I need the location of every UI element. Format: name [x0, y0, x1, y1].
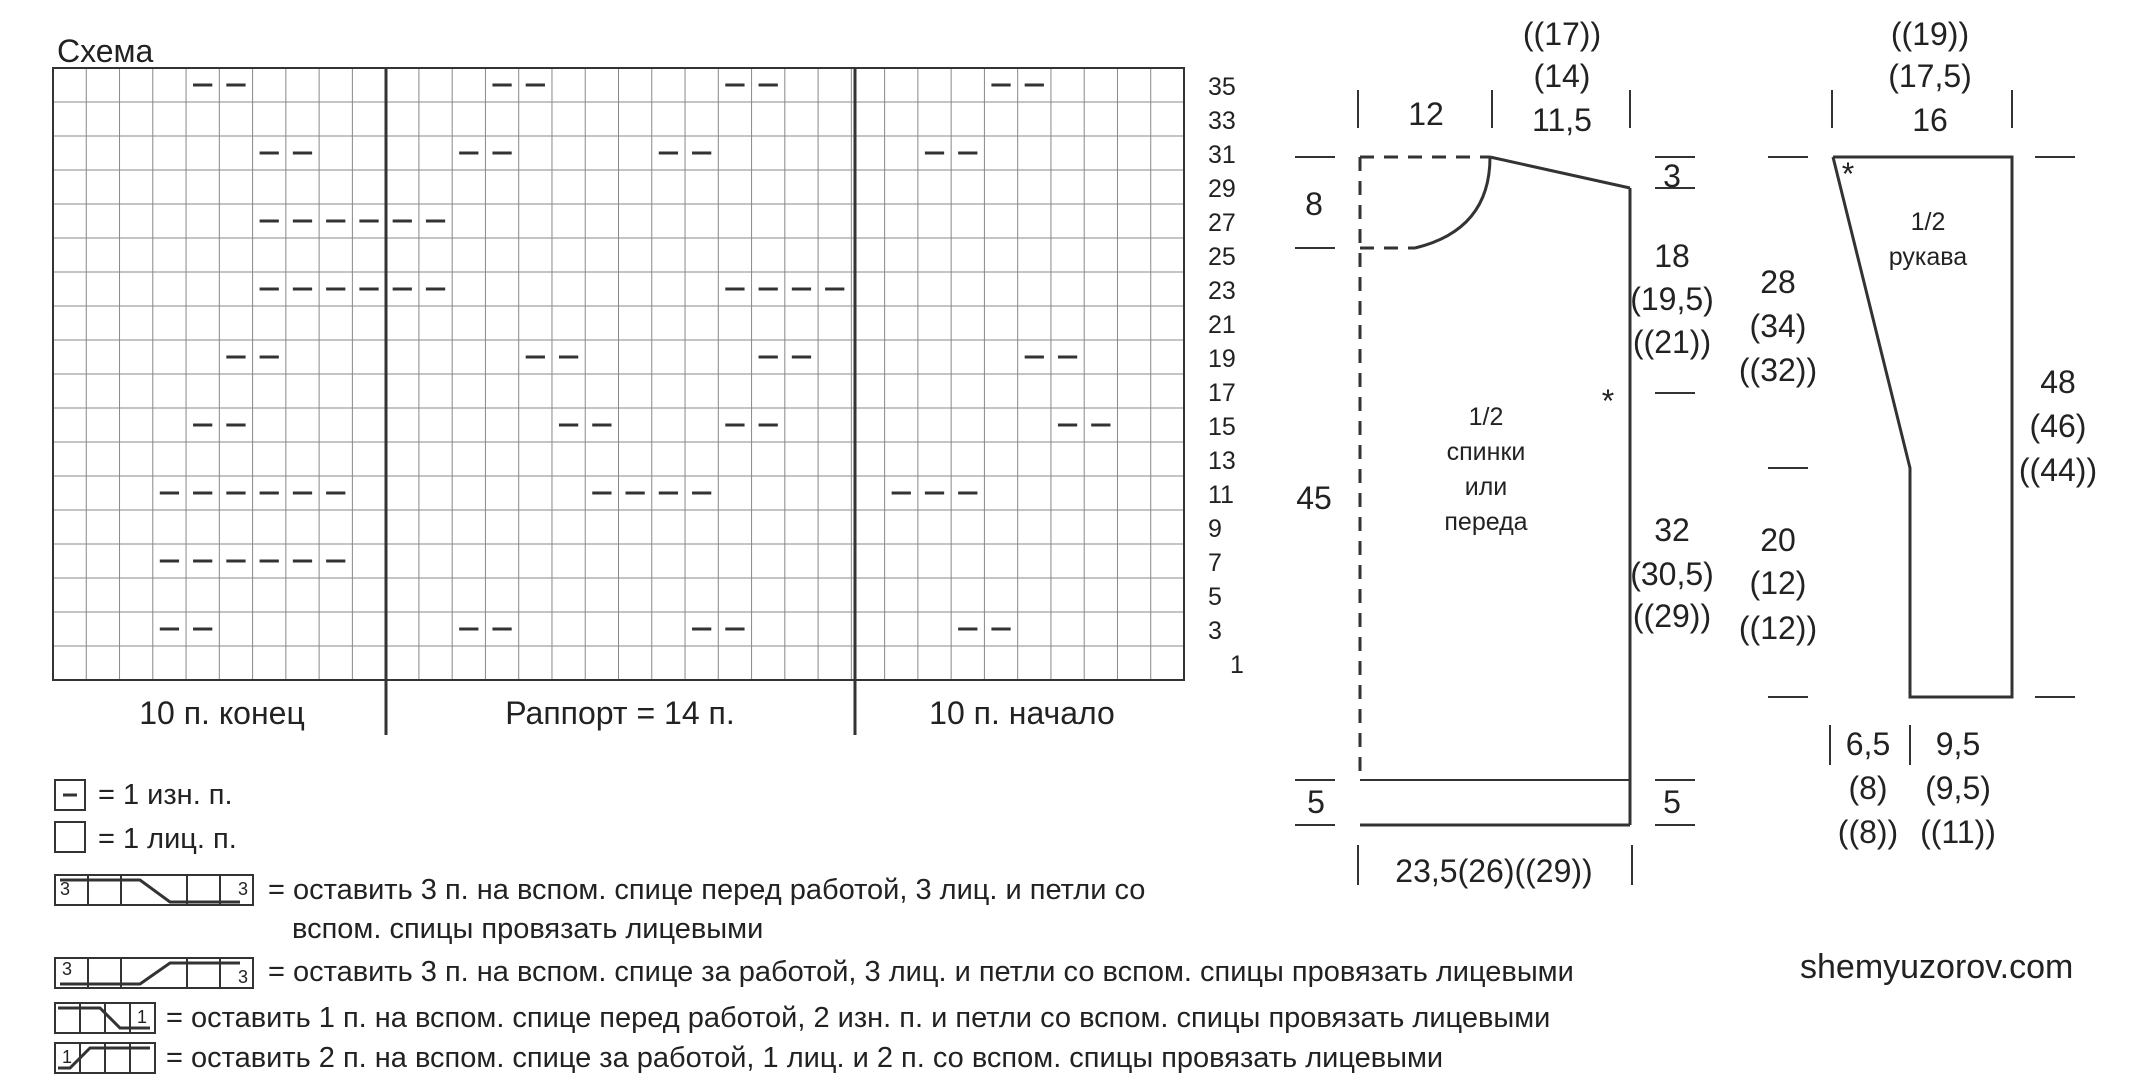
legend-cable3-back-num-left: 3	[62, 959, 73, 979]
section-end-label: 10 п. конец	[139, 695, 305, 731]
row-number: 29	[1208, 175, 1236, 203]
body-label-1: 1/2	[1468, 403, 1504, 431]
body-rib-left: 5	[1307, 784, 1325, 820]
sleeve-star: *	[1841, 156, 1855, 192]
section-start-label: 10 п. начало	[929, 695, 1115, 731]
row-number: 23	[1208, 277, 1236, 305]
row-number: 13	[1208, 447, 1236, 475]
sleeve-bottom-right-2: (9,5)	[1925, 770, 1991, 806]
sleeve-top-3: 16	[1912, 102, 1948, 138]
body-side-3: ((29))	[1632, 598, 1712, 634]
sleeve-right-1: 48	[2040, 364, 2076, 400]
legend-cross2-num: 1	[62, 1047, 73, 1067]
sleeve-lower-3: ((12))	[1738, 610, 1818, 646]
sleeve-bottom-left-1: 6,5	[1845, 726, 1891, 762]
row-number: 1	[1230, 651, 1244, 679]
row-number: 33	[1208, 107, 1236, 135]
row-number: 17	[1208, 379, 1236, 407]
legend-purl-text: = 1 изн. п.	[98, 779, 233, 811]
legend-knit-text: = 1 лиц. п.	[98, 823, 237, 855]
row-number: 7	[1208, 549, 1222, 577]
body-star: *	[1601, 383, 1615, 419]
body-side-1: 32	[1654, 512, 1690, 548]
sleeve-right-2: (46)	[2029, 408, 2087, 444]
row-number: 27	[1208, 209, 1236, 237]
legend-cross2-back-text: = оставить 2 п. на вспом. спице за работой, 1 лиц. и 2 п. со вспом. спицы провязать лицевыми	[166, 1042, 1444, 1074]
legend-cable3-back-num-right: 3	[238, 967, 249, 987]
body-rib-right: 5	[1663, 784, 1681, 820]
sleeve-upper-3: ((32))	[1738, 352, 1818, 388]
body-armhole-3: ((21))	[1632, 324, 1712, 360]
section-repeat-label: Раппорт = 14 п.	[505, 695, 735, 731]
body-neck-depth: 8	[1305, 186, 1323, 222]
sleeve-label-1: 1/2	[1910, 208, 1946, 236]
body-width: 23,5(26)((29))	[1395, 853, 1593, 889]
sleeve-top-1: ((19))	[1890, 16, 1970, 52]
body-shoulder-width: 12	[1408, 96, 1444, 132]
row-number: 5	[1208, 583, 1222, 611]
body-side-2: (30,5)	[1630, 556, 1714, 592]
body-shoulder-drop: 3	[1663, 158, 1681, 194]
legend-cross1-front-text: = оставить 1 п. на вспом. спице перед работой, 2 изн. п. и петли со вспом. спицы провязать лицевыми	[166, 1002, 1551, 1034]
sleeve-lower-2: (12)	[1749, 565, 1807, 601]
legend-cable3-front-text-cont: вспом. спицы провязать лицевыми	[292, 913, 764, 945]
body-label-3: или	[1464, 473, 1508, 501]
body-neck-width-2: (14)	[1533, 58, 1591, 94]
legend-cable3-front-num-left: 3	[60, 879, 71, 899]
body-neck-width-1: ((17))	[1522, 16, 1602, 52]
sleeve-bottom-left-3: ((8))	[1837, 814, 1899, 850]
sleeve-upper-2: (34)	[1749, 308, 1807, 344]
row-number: 31	[1208, 141, 1236, 169]
row-number: 11	[1208, 481, 1234, 509]
chart-title: Схема	[57, 33, 154, 69]
body-label-2: спинки	[1446, 438, 1526, 466]
row-number: 15	[1208, 413, 1236, 441]
row-number: 25	[1208, 243, 1236, 271]
legend-cable3-back-text: = оставить 3 п. на вспом. спице за работой, 3 лиц. и петли со вспом. спицы провязать лицевыми	[268, 956, 1574, 988]
row-number: 9	[1208, 515, 1222, 543]
sleeve-upper-1: 28	[1760, 264, 1796, 300]
sleeve-bottom-right-3: ((11))	[1920, 814, 1996, 850]
body-label-4: переда	[1444, 508, 1528, 536]
watermark: shemyuzorov.com	[1800, 948, 2074, 986]
body-armhole-2: (19,5)	[1630, 281, 1714, 317]
row-number: 21	[1208, 311, 1236, 339]
row-number: 35	[1208, 73, 1236, 101]
sleeve-label-2: рукава	[1888, 243, 1968, 271]
sleeve-bottom-right-1: 9,5	[1935, 726, 1981, 762]
sleeve-lower-1: 20	[1760, 522, 1796, 558]
body-total-height: 45	[1296, 480, 1332, 516]
sleeve-top-2: (17,5)	[1888, 58, 1972, 94]
row-number: 3	[1208, 617, 1222, 645]
legend-cross1-num: 1	[137, 1007, 148, 1027]
legend-cable3-front-num-right: 3	[238, 879, 249, 899]
body-neck-width-3: 11,5	[1532, 102, 1592, 138]
sleeve-right-3: ((44))	[2018, 452, 2098, 488]
legend-cable3-front-text: = оставить 3 п. на вспом. спице перед работой, 3 лиц. и петли со	[268, 874, 1146, 906]
body-armhole-1: 18	[1654, 238, 1690, 274]
row-number: 19	[1208, 345, 1236, 373]
sleeve-bottom-left-2: (8)	[1848, 770, 1888, 806]
